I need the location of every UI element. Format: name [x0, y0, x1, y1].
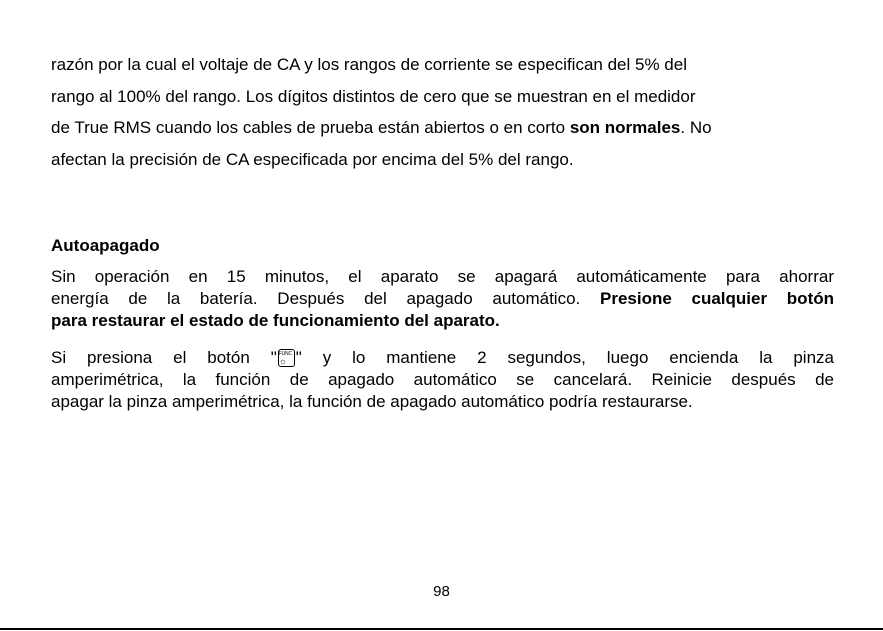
bold-text: son normales [569, 118, 681, 137]
func-button-icon [278, 349, 295, 367]
page-number: 98 [433, 583, 450, 600]
text-line [51, 112, 834, 144]
sun-icon: ☼ [278, 356, 288, 366]
text-line: razón por la cual el voltaje de CA y los rangos de corriente se especifican del 5% del [51, 55, 687, 74]
text-line: Sin operación en 15 minutos, el aparato se apagará automáticamente para ahorrar [51, 267, 834, 286]
paragraph-func-button [51, 347, 834, 413]
text-span: " y lo mantiene 2 segundos, luego encienda la pinza [295, 348, 834, 367]
text-line: rango al 100% del rango. Los dígitos distintos de cero que se muestran en el medidor [51, 86, 696, 106]
paragraph-ac-accuracy [51, 49, 834, 175]
text-line [51, 347, 834, 369]
func-key-label: FUNC [278, 351, 292, 357]
text-line: apagar la pinza amperimétrica, la función de apagado automático podría restaurarse. [51, 392, 693, 411]
text-span: . No [680, 118, 712, 137]
bottom-divider [0, 628, 883, 630]
text-line [51, 310, 834, 332]
text-span: Si presiona el botón " [51, 348, 277, 367]
text-line [51, 288, 834, 310]
text-line: afectan la precisión de CA especificada por encima del 5% del rango. [51, 149, 574, 169]
manual-page [51, 0, 834, 631]
paragraph-autoapagado [51, 266, 834, 332]
text-span: de True RMS cuando los cables de prueba están abiertos o en corto [51, 118, 570, 137]
bold-text: Presione cualquier botón [599, 289, 834, 308]
text-line: amperimétrica, la función de apagado automático se cancelará. Reinicie después de [51, 370, 834, 389]
text-span: energía de la batería. Después del apagado automático. [51, 289, 600, 308]
bold-text: para restaurar el estado de funcionamiento del aparato. [51, 311, 500, 330]
section-heading-autoapagado: Autoapagado [51, 236, 160, 255]
